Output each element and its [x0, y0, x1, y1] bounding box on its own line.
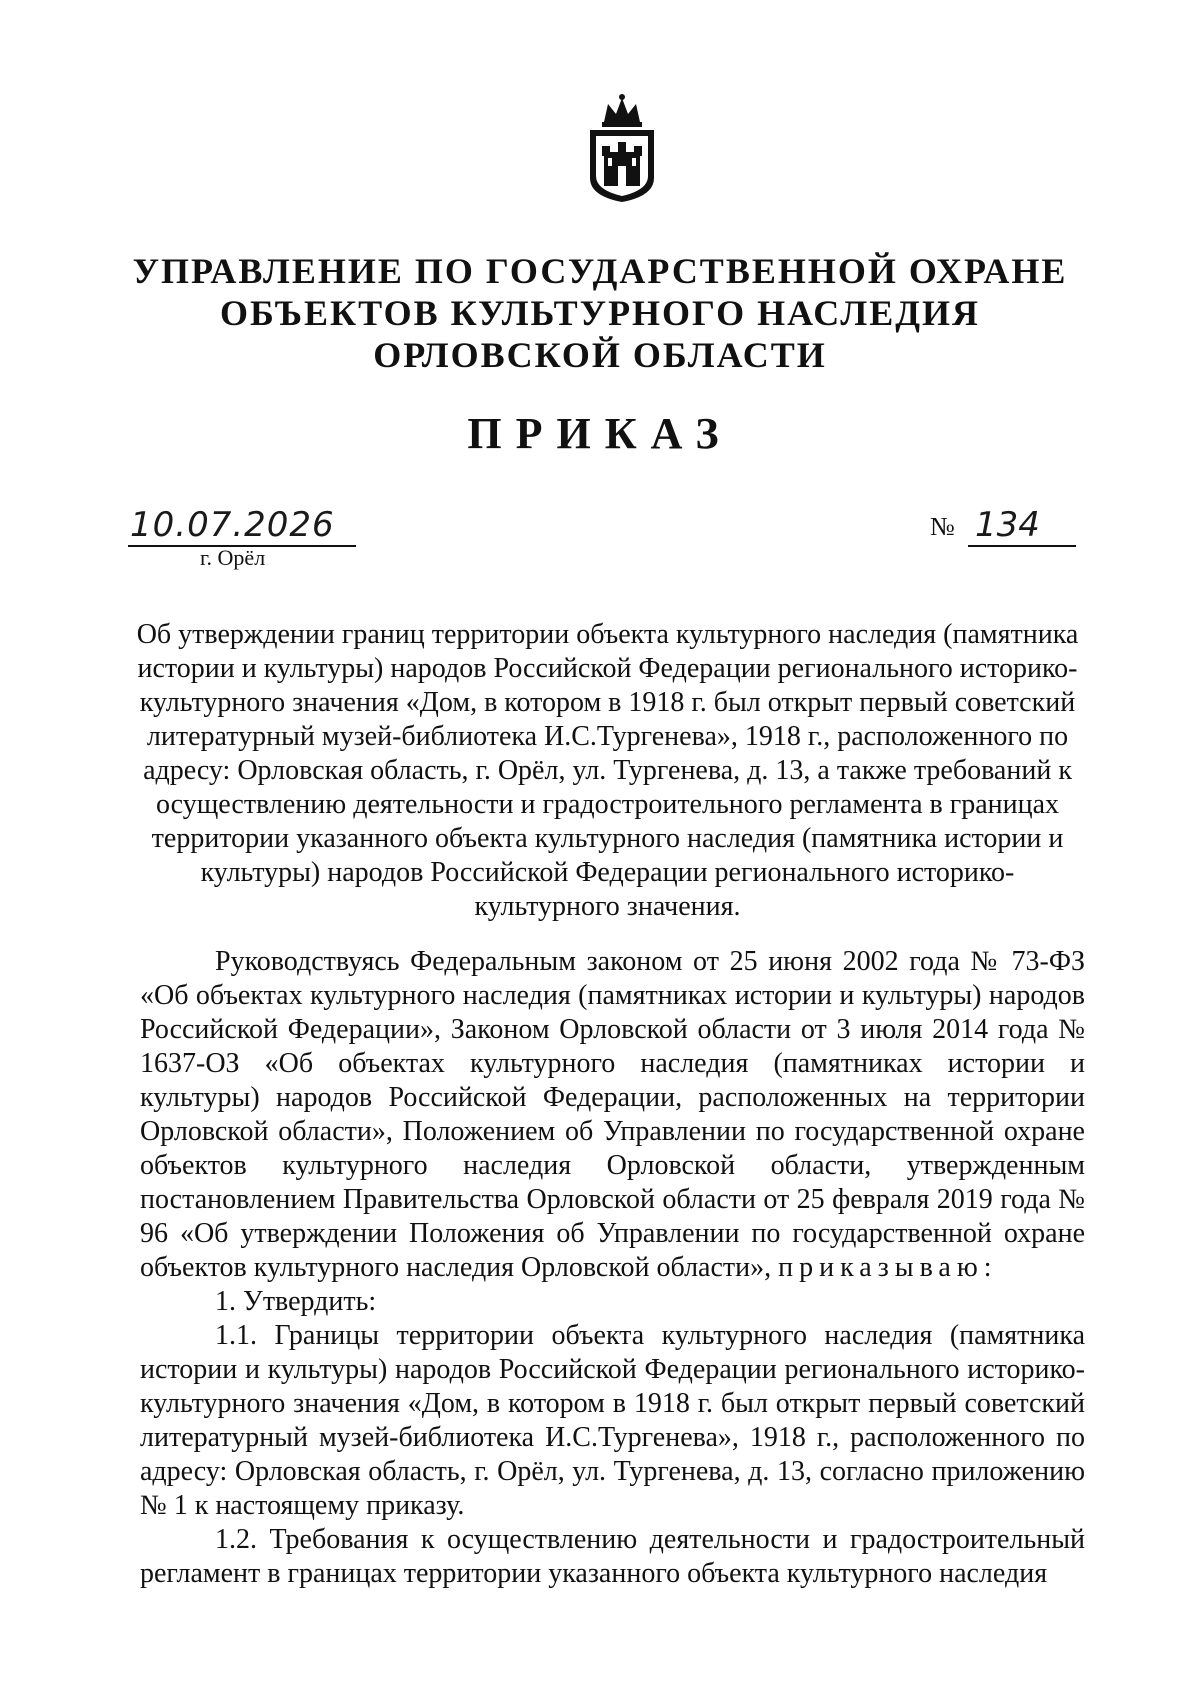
order-subject: Об утверждении границ территории объекта культурного наследия (памятника истории и культуры) народов Российской Федерации регионального историко-культурного значения «Дом, в котором в 1918 г. был открыт первый советский литературный музей-библиотека И.С.Тургенева», 1918 г., расположенного по адресу: Орловская область, г. Орёл, ул. Тургенева, д. 13, а также требований к осуществлению деятельности и градостроительного регламента в границах территории указанного объекта культурного наследия (памятника истории и культуры) народов Российской Федерации регионального историко-культурного значения. [136, 619, 1079, 922]
item-1-2: 1.2. Требования к осуществлению деятельности и градостроительный регламент в границах территории указанного объекта культурного наследия [140, 1524, 1085, 1589]
org-name-line-2: ОБЪЕКТОВ КУЛЬТУРНОГО НАСЛЕДИЯ [220, 293, 980, 333]
preamble-text: Руководствуясь Федеральным законом от 25 июня 2002 года № 73-ФЗ «Об объектах культурного наследия (памятниках истории и культуры) народов Российской Федерации», Законом Орловской области от 3 июля 2014 года № 1637-ОЗ «Об объектах культурного наследия (памятниках истории и культуры) народов Российской Федерации, расположенных на территории Орловской области», Положением об Управлении по государственной охране объектов культурного наследия Орловской области, утвержденным постановлением Правительства Орловской области от 25 февраля 2019 года № 96 «Об утверждении Положения об Управлении по государственной охране объектов культурного наследия Орловской области», [140, 946, 1085, 1283]
order-body [140, 945, 1085, 1591]
org-name-line-3: ОРЛОВСКОЙ ОБЛАСТИ [373, 335, 827, 375]
number-underline [968, 545, 1076, 547]
handwritten-order-number: 134 [975, 505, 1040, 545]
handwritten-date: 10.07.2026 [130, 505, 335, 545]
item-1-1: 1.1. Границы территории объекта культурного наследия (памятника истории и культуры) народов Российской Федерации регионального историко-культурного значения «Дом, в котором в 1918 г. был открыт первый советский литературный музей-библиотека И.С.Тургенева», 1918 г., расположенного по адресу: Орловская область, г. Орёл, ул. Тургенева, д. 13, согласно приложению № 1 к настоящему приказу. [140, 1320, 1085, 1521]
preamble-paragraph [140, 945, 1085, 1285]
orel-coat-of-arms-icon [576, 92, 668, 204]
item-1: 1. Утвердить: [215, 1286, 377, 1317]
order-word: приказываю: [778, 1252, 998, 1283]
city-label: г. Орёл [200, 545, 266, 570]
document-type-title: ПРИКАЗ [467, 409, 733, 458]
org-name-line-1: УПРАВЛЕНИЕ ПО ГОСУДАРСТВЕННОЙ ОХРАНЕ [132, 251, 1068, 291]
number-label: № [930, 512, 955, 541]
